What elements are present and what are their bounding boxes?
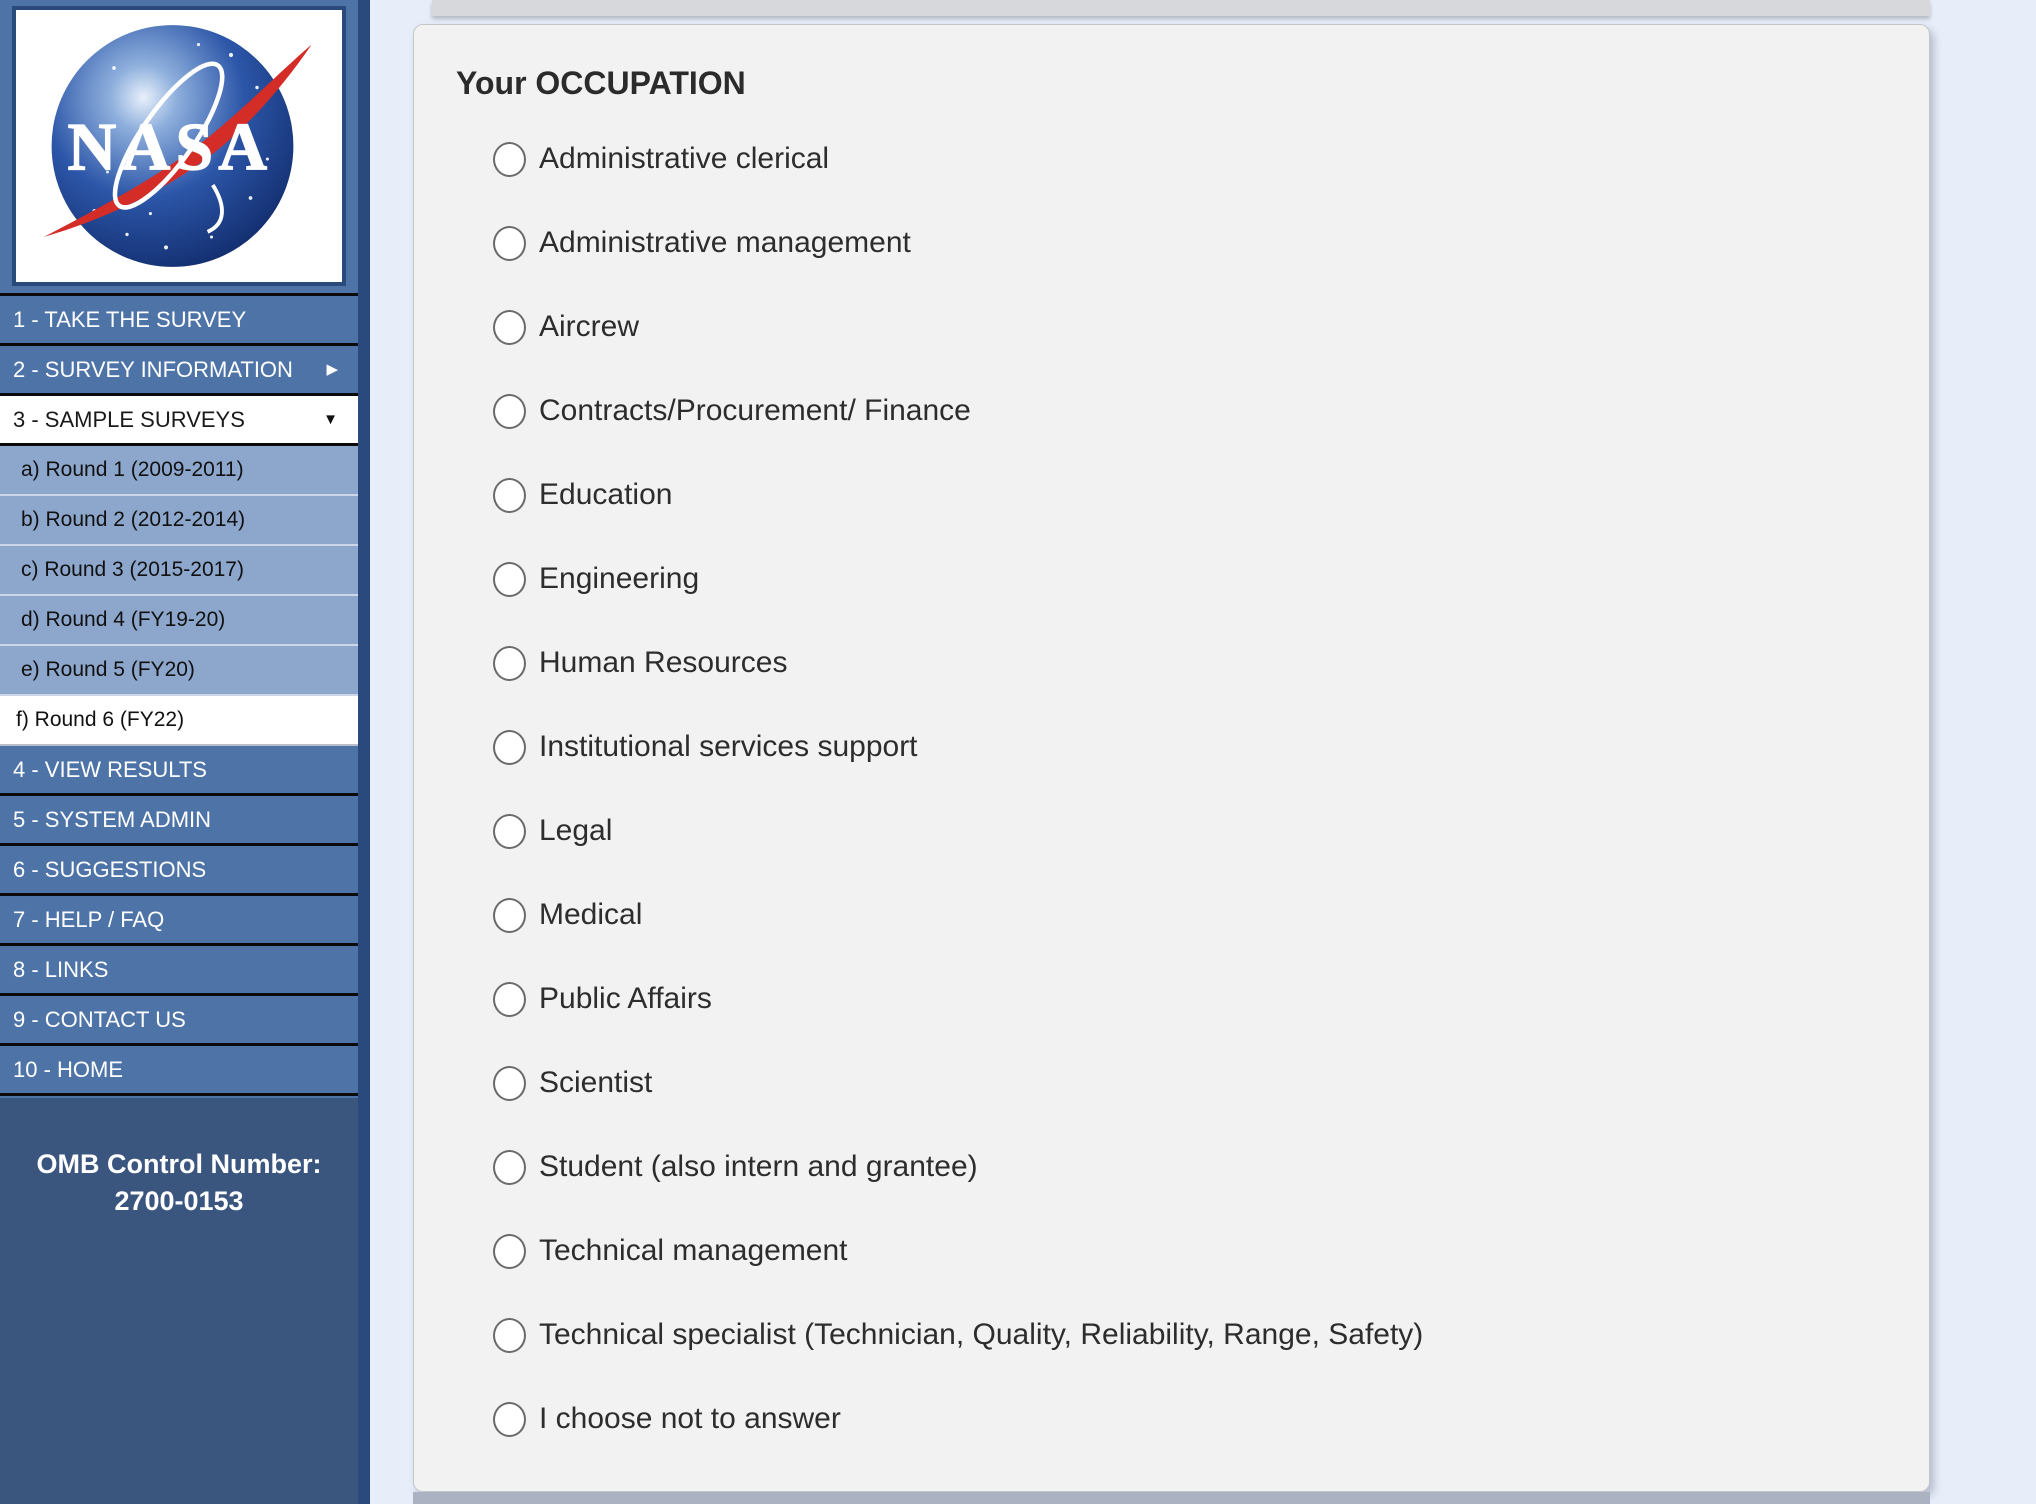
omb-control-number — [0, 1146, 358, 1220]
radio-button[interactable] — [493, 730, 526, 765]
nasa-meatball-icon — [24, 16, 334, 276]
option-label[interactable]: I choose not to answer — [539, 1402, 841, 1435]
sidebar-item-label: 2 - SURVEY INFORMATION — [13, 357, 293, 382]
option-label[interactable]: Administrative clerical — [539, 142, 830, 175]
radio-button[interactable] — [493, 562, 526, 597]
option-label[interactable]: Engineering — [539, 562, 700, 595]
option-row-student[interactable] — [493, 1125, 1929, 1209]
sidebar-item-system-admin[interactable]: 5 - SYSTEM ADMIN — [0, 796, 358, 846]
radio-button[interactable] — [493, 1234, 526, 1269]
sidebar — [0, 0, 370, 1504]
sidebar-item-round-4[interactable]: d) Round 4 (FY19-20) — [0, 596, 358, 646]
option-row-technical-management[interactable] — [493, 1209, 1929, 1293]
option-row-institutional-services-support[interactable] — [493, 705, 1929, 789]
option-row-scientist[interactable] — [493, 1041, 1929, 1125]
sidebar-footer — [0, 1098, 358, 1504]
previous-card-edge — [432, 0, 1930, 16]
sidebar-item-sample-surveys[interactable] — [0, 396, 358, 446]
sidebar-item-home[interactable]: 10 - HOME — [0, 1046, 358, 1096]
radio-button[interactable] — [493, 310, 526, 345]
sidebar-item-contact-us[interactable]: 9 - CONTACT US — [0, 996, 358, 1046]
sidebar-nav — [0, 293, 358, 1096]
sidebar-item-round-6-active[interactable]: f) Round 6 (FY22) — [0, 696, 358, 746]
option-label[interactable]: Human Resources — [539, 646, 788, 679]
radio-button[interactable] — [493, 142, 526, 177]
radio-button[interactable] — [493, 1150, 526, 1185]
option-row-human-resources[interactable] — [493, 621, 1929, 705]
radio-button[interactable] — [493, 478, 526, 513]
survey-question-card — [413, 24, 1930, 1492]
option-row-medical[interactable] — [493, 873, 1929, 957]
chevron-right-icon: ▶ — [326, 361, 338, 378]
sidebar-item-round-3[interactable]: c) Round 3 (2015-2017) — [0, 546, 358, 596]
radio-button[interactable] — [493, 226, 526, 261]
option-row-administrative-clerical[interactable] — [493, 117, 1929, 201]
occupation-options-list — [493, 117, 1929, 1461]
sidebar-item-view-results[interactable]: 4 - VIEW RESULTS — [0, 746, 358, 796]
sidebar-item-label: 3 - SAMPLE SURVEYS — [13, 407, 245, 432]
radio-button[interactable] — [493, 394, 526, 429]
option-row-contracts-procurement-finance[interactable] — [493, 369, 1929, 453]
option-label[interactable]: Education — [539, 478, 673, 511]
radio-button[interactable] — [493, 1318, 526, 1353]
option-row-aircrew[interactable] — [493, 285, 1929, 369]
sidebar-item-links[interactable]: 8 - LINKS — [0, 946, 358, 996]
sidebar-item-round-2[interactable]: b) Round 2 (2012-2014) — [0, 496, 358, 546]
question-title: Your OCCUPATION — [456, 65, 746, 101]
option-label[interactable]: Aircrew — [539, 310, 640, 343]
option-label[interactable]: Technical management — [539, 1234, 848, 1267]
omb-line1: OMB Control Number: — [36, 1149, 322, 1179]
option-row-choose-not-to-answer[interactable] — [493, 1377, 1929, 1461]
sidebar-item-round-1[interactable]: a) Round 1 (2009-2011) — [0, 446, 358, 496]
omb-line2: 2700-0153 — [114, 1186, 244, 1216]
radio-button[interactable] — [493, 1402, 526, 1437]
option-label[interactable]: Institutional services support — [539, 730, 918, 763]
sidebar-item-round-5[interactable]: e) Round 5 (FY20) — [0, 646, 358, 696]
option-row-administrative-management[interactable] — [493, 201, 1929, 285]
option-label[interactable]: Scientist — [539, 1066, 653, 1099]
radio-button[interactable] — [493, 646, 526, 681]
option-label[interactable]: Technical specialist (Technician, Quality, Reliability, Range, Safety) — [539, 1318, 1424, 1351]
radio-button[interactable] — [493, 814, 526, 849]
nasa-logo — [12, 6, 346, 286]
option-label[interactable]: Public Affairs — [539, 982, 712, 1015]
sidebar-item-suggestions[interactable]: 6 - SUGGESTIONS — [0, 846, 358, 896]
option-label[interactable]: Contracts/Procurement/ Finance — [539, 394, 971, 427]
option-row-engineering[interactable] — [493, 537, 1929, 621]
option-label[interactable]: Student (also intern and grantee) — [539, 1150, 978, 1183]
radio-button[interactable] — [493, 982, 526, 1017]
radio-button[interactable] — [493, 1066, 526, 1101]
option-row-legal[interactable] — [493, 789, 1929, 873]
chevron-down-icon: ▼ — [323, 411, 338, 428]
next-card-edge — [413, 1492, 1930, 1504]
sidebar-item-take-the-survey[interactable]: 1 - TAKE THE SURVEY — [0, 293, 358, 346]
option-row-education[interactable] — [493, 453, 1929, 537]
option-row-public-affairs[interactable] — [493, 957, 1929, 1041]
svg-text:NASA: NASA — [67, 109, 273, 185]
option-label[interactable]: Legal — [539, 814, 613, 847]
sidebar-item-help-faq[interactable]: 7 - HELP / FAQ — [0, 896, 358, 946]
sidebar-item-survey-information[interactable] — [0, 346, 358, 396]
option-label[interactable]: Administrative management — [539, 226, 911, 259]
option-label[interactable]: Medical — [539, 898, 643, 931]
radio-button[interactable] — [493, 898, 526, 933]
option-row-technical-specialist[interactable] — [493, 1293, 1929, 1377]
